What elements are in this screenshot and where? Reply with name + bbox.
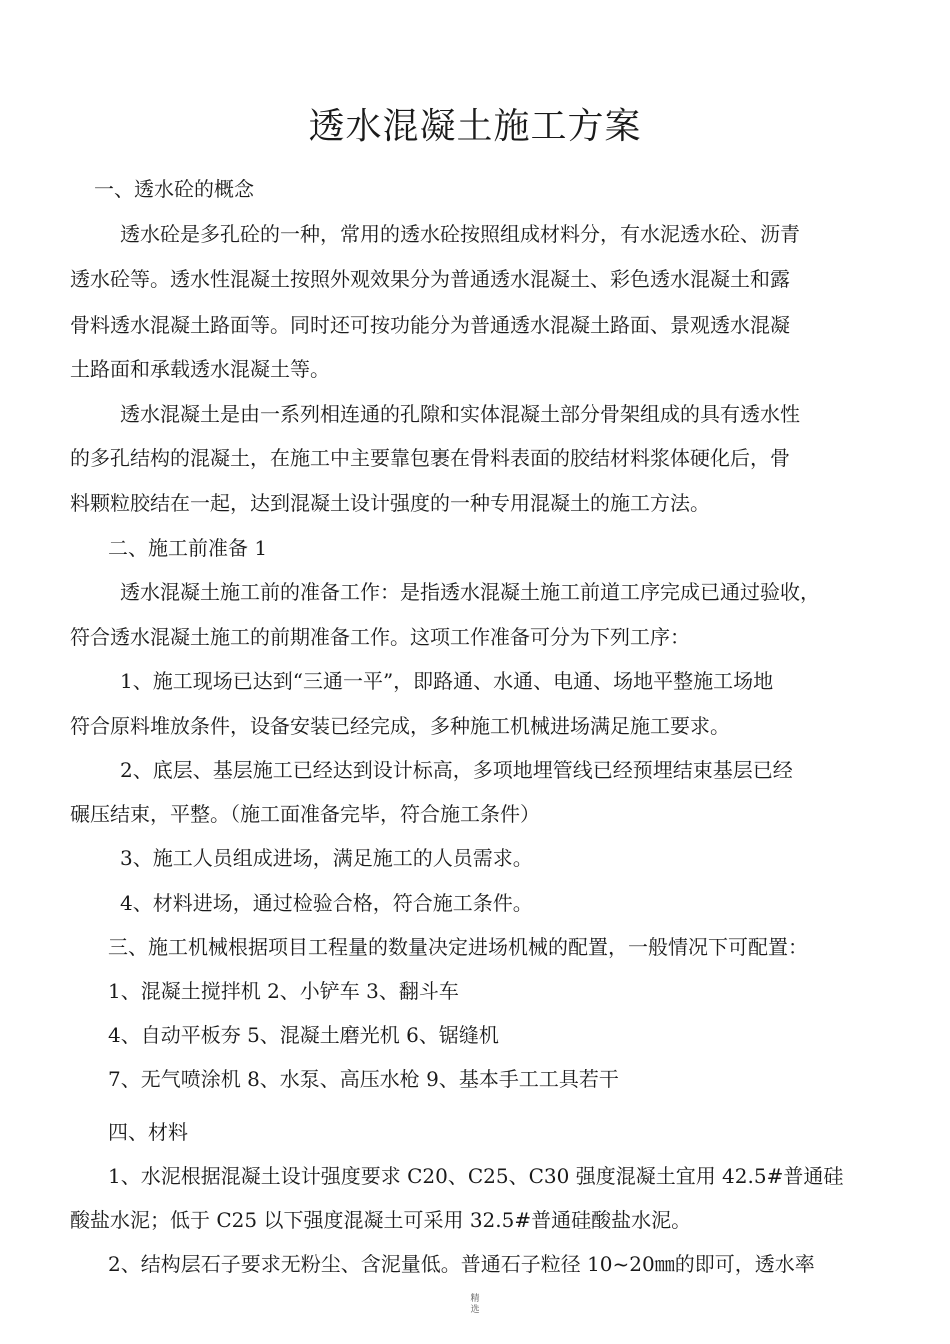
section-heading-3: 三、施工机械根据项目工程量的数量决定进场机械的配置，一般情况下可配置： <box>108 935 808 959</box>
list-item: 2、结构层石子要求无粉尘、含泥量低。普通石子粒径 10~20㎜的即可，透水率 <box>108 1252 815 1276</box>
paragraph-line: 土路面和承载透水混凝土等。 <box>70 357 330 381</box>
paragraph-line: 酸盐水泥；低于 C25 以下强度混凝土可采用 32.5#普通硅酸盐水泥。 <box>70 1208 692 1232</box>
list-item: 4、自动平板夯 5、混凝土磨光机 6、锯缝机 <box>108 1023 499 1047</box>
paragraph-line: 透水混凝土是由一系列相连通的孔隙和实体混凝土部分骨架组成的具有透水性 <box>120 402 800 426</box>
section-heading-4: 四、材料 <box>108 1120 188 1144</box>
paragraph-line: 符合原料堆放条件，设备安装已经完成，多种施工机械进场满足施工要求。 <box>70 714 730 738</box>
list-item: 4、材料进场，通过检验合格，符合施工条件。 <box>120 891 533 915</box>
list-item: 7、无气喷涂机 8、水泵、高压水枪 9、基本手工工具若干 <box>108 1067 619 1091</box>
list-item: 1、施工现场已达到“三通一平”，即路通、水通、电通、场地平整施工场地 <box>120 669 774 693</box>
list-item: 3、施工人员组成进场，满足施工的人员需求。 <box>120 846 533 870</box>
paragraph-line: 透水砼等。透水性混凝土按照外观效果分为普通透水混凝土、彩色透水混凝土和露 <box>70 267 790 291</box>
page-footer <box>0 1294 950 1316</box>
document-title: 透水混凝土施工方案 <box>308 106 642 147</box>
paragraph-line: 符合透水混凝土施工的前期准备工作。这项工作准备可分为下列工序： <box>70 625 690 649</box>
list-item: 2、底层、基层施工已经达到设计标高，多项地埋管线已经预埋结束基层已经 <box>120 758 793 782</box>
list-item: 1、混凝土搅拌机 2、小铲车 3、翻斗车 <box>108 979 459 1003</box>
paragraph-line: 的多孔结构的混凝土，在施工中主要靠包裹在骨料表面的胶结材料浆体硬化后，骨 <box>70 446 790 470</box>
section-heading-1: 一、透水砼的概念 <box>94 177 254 201</box>
list-item: 1、水泥根据混凝土设计强度要求 C20、C25、C30 强度混凝土宜用 42.5#普通硅 <box>108 1164 844 1188</box>
footer-line: 精 <box>470 1294 480 1304</box>
footer-line: 选 <box>470 1305 480 1315</box>
paragraph-line: 透水混凝土施工前的准备工作：是指透水混凝土施工前道工序完成已通过验收， <box>120 580 820 604</box>
section-heading-2: 二、施工前准备 1 <box>108 536 268 560</box>
paragraph-line: 骨料透水混凝土路面等。同时还可按功能分为普通透水混凝土路面、景观透水混凝 <box>70 313 790 337</box>
paragraph-line: 透水砼是多孔砼的一种，常用的透水砼按照组成材料分，有水泥透水砼、沥青 <box>120 222 800 246</box>
paragraph-line: 碾压结束，平整。（施工面准备完毕，符合施工条件） <box>70 802 540 826</box>
paragraph-line: 料颗粒胶结在一起，达到混凝土设计强度的一种专用混凝土的施工方法。 <box>70 491 710 515</box>
